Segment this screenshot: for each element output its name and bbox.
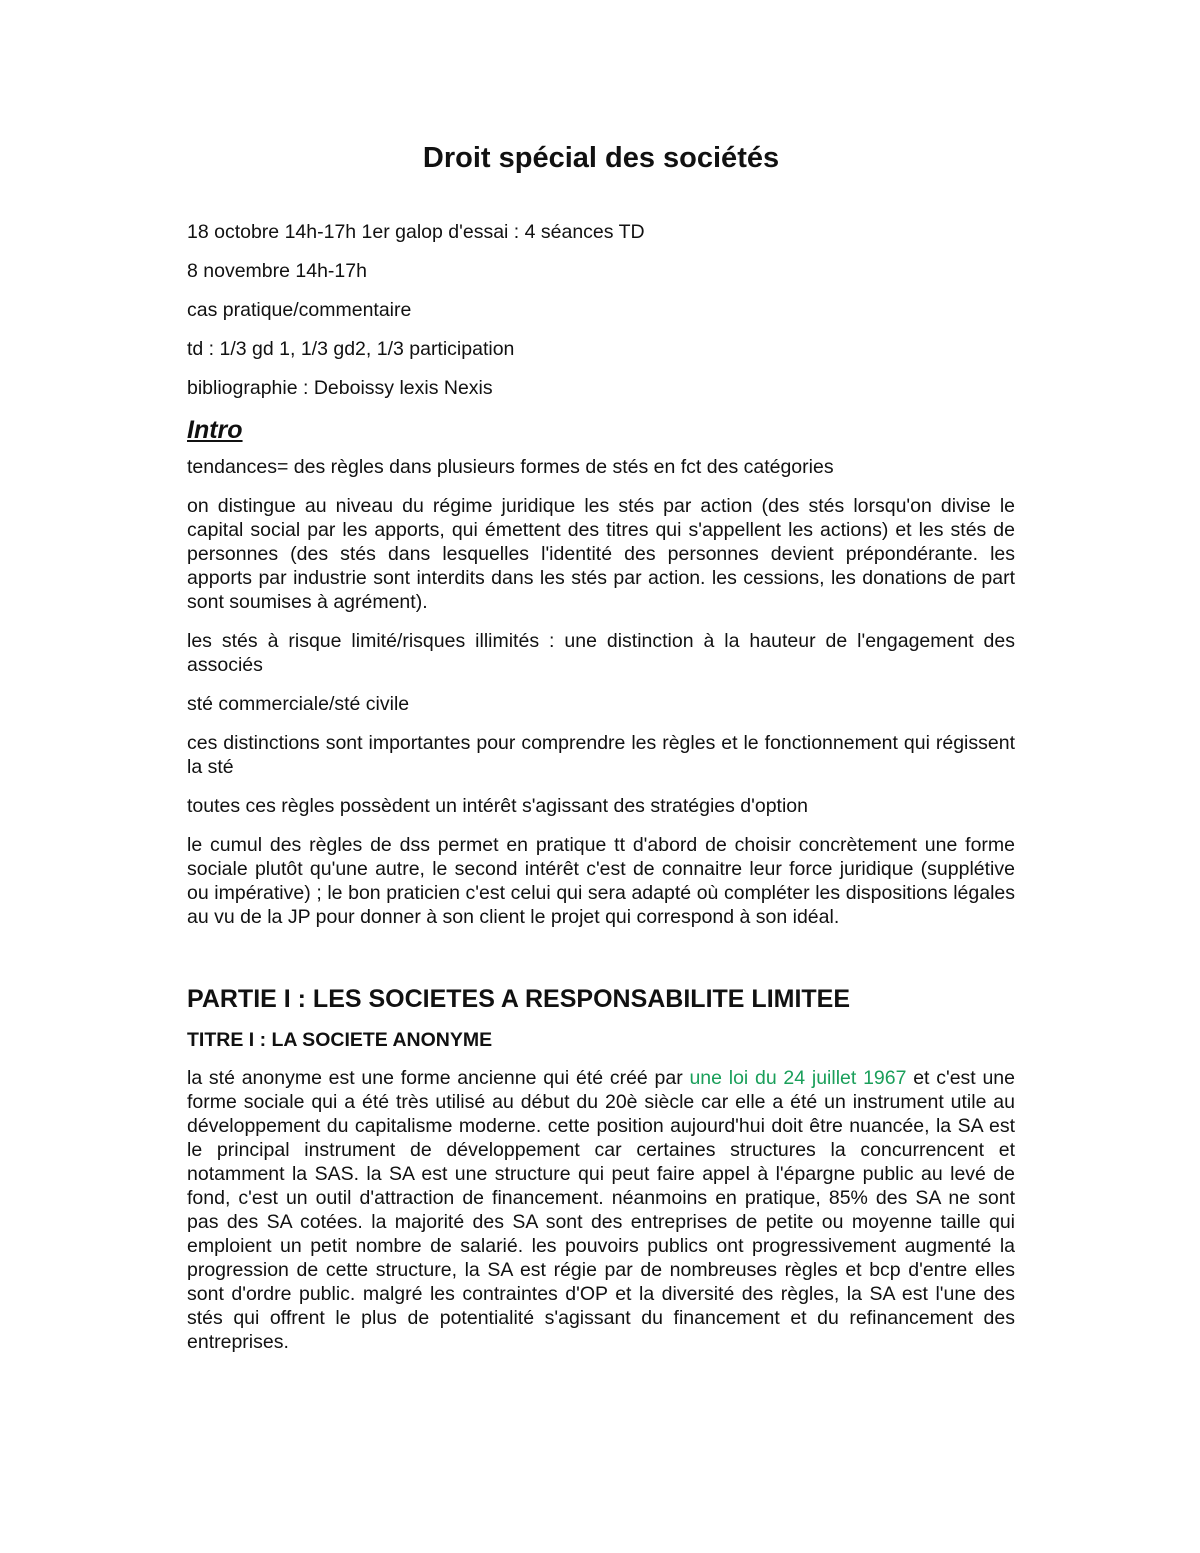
intro-paragraph: tendances= des règles dans plusieurs formes de stés en fct des catégories — [187, 456, 834, 478]
info-line-grading: td : 1/3 gd 1, 1/3 gd2, 1/3 participation — [187, 338, 515, 360]
titre-heading: TITRE I : LA SOCIETE ANONYME — [187, 1029, 493, 1051]
document-page — [187, 140, 1015, 1369]
intro-paragraph: sté commerciale/sté civile — [187, 693, 410, 715]
intro-paragraph: ces distinctions sont importantes pour comprendre les règles et le fonctionnement qui régissent la sté — [187, 732, 1015, 778]
sa-paragraph — [187, 1066, 1015, 1354]
info-line-bibliography: bibliographie : Deboissy lexis Nexis — [187, 377, 493, 399]
info-line-exercise: cas pratique/commentaire — [187, 299, 412, 321]
intro-paragraph: le cumul des règles de dss permet en pratique tt d'abord de choisir concrètement une forme sociale plutôt qu'une autre, le second intérêt c'est de connaitre leur force juridique (supplétive ou impérative) ; le bon praticien c'est celui qui sera adapté où compléter les dispositions légales au vu de la JP pour donner à son client le projet qui correspond à son idéal. — [187, 834, 1015, 928]
info-line-date-2: 8 novembre 14h-17h — [187, 260, 367, 282]
info-line-date-1: 18 octobre 14h-17h 1er galop d'essai : 4 séances TD — [187, 221, 645, 243]
sa-text-after-link: et c'est une forme sociale qui a été très utilisé au début du 20è siècle car elle a été un instrument utile au développement du capitalisme moderne. cette position aujourd'hui doit être nuancée, la SA est le principal instrument de développement car certaines structures la concurrencent et notamment la SAS. la SA est une structure qui peut faire appel à l'épargne public au levé de fond, c'est un outil d'attraction de financement. néanmoins en pratique, 85% des SA ne sont pas des SA cotées. la majorité des SA sont des entreprises de petite ou moyenne taille qui emploient un petit nombre de salarié. les pouvoirs publics ont progressivement augmenté la progression de cette structure, la SA est régie par de nombreuses règles et bcp d'entre elles sont d'ordre public. malgré les contraintes d'OP et la diversité des règles, la SA est l'une des stés qui offrent le plus de potentialité s'agissant du financement et du refinancement des entreprises. — [187, 1067, 1015, 1353]
sa-text-before-link: la sté anonyme est une forme ancienne qui été créé par — [187, 1067, 690, 1089]
intro-paragraph: toutes ces règles possèdent un intérêt s'agissant des stratégies d'option — [187, 795, 808, 817]
law-reference-link[interactable]: une loi du 24 juillet 1967 — [689, 1067, 907, 1089]
partie-heading: PARTIE I : LES SOCIETES A RESPONSABILITE LIMITEE — [187, 985, 851, 1013]
intro-heading: Intro — [187, 416, 243, 444]
document-title: Droit spécial des sociétés — [422, 142, 780, 174]
intro-paragraph: les stés à risque limité/risques illimités : une distinction à la hauteur de l'engagement des associés — [187, 630, 1015, 676]
intro-paragraph: on distingue au niveau du régime juridique les stés par action (des stés lorsqu'on divise le capital social par les apports, qui émettent des titres qui s'appellent les actions) et les stés de personnes (des stés dans lesquelles l'identité des personnes devient prépondérante. les apports par industrie sont interdits dans les stés par action. les cessions, les donations de part sont soumises à agrément). — [187, 495, 1015, 613]
